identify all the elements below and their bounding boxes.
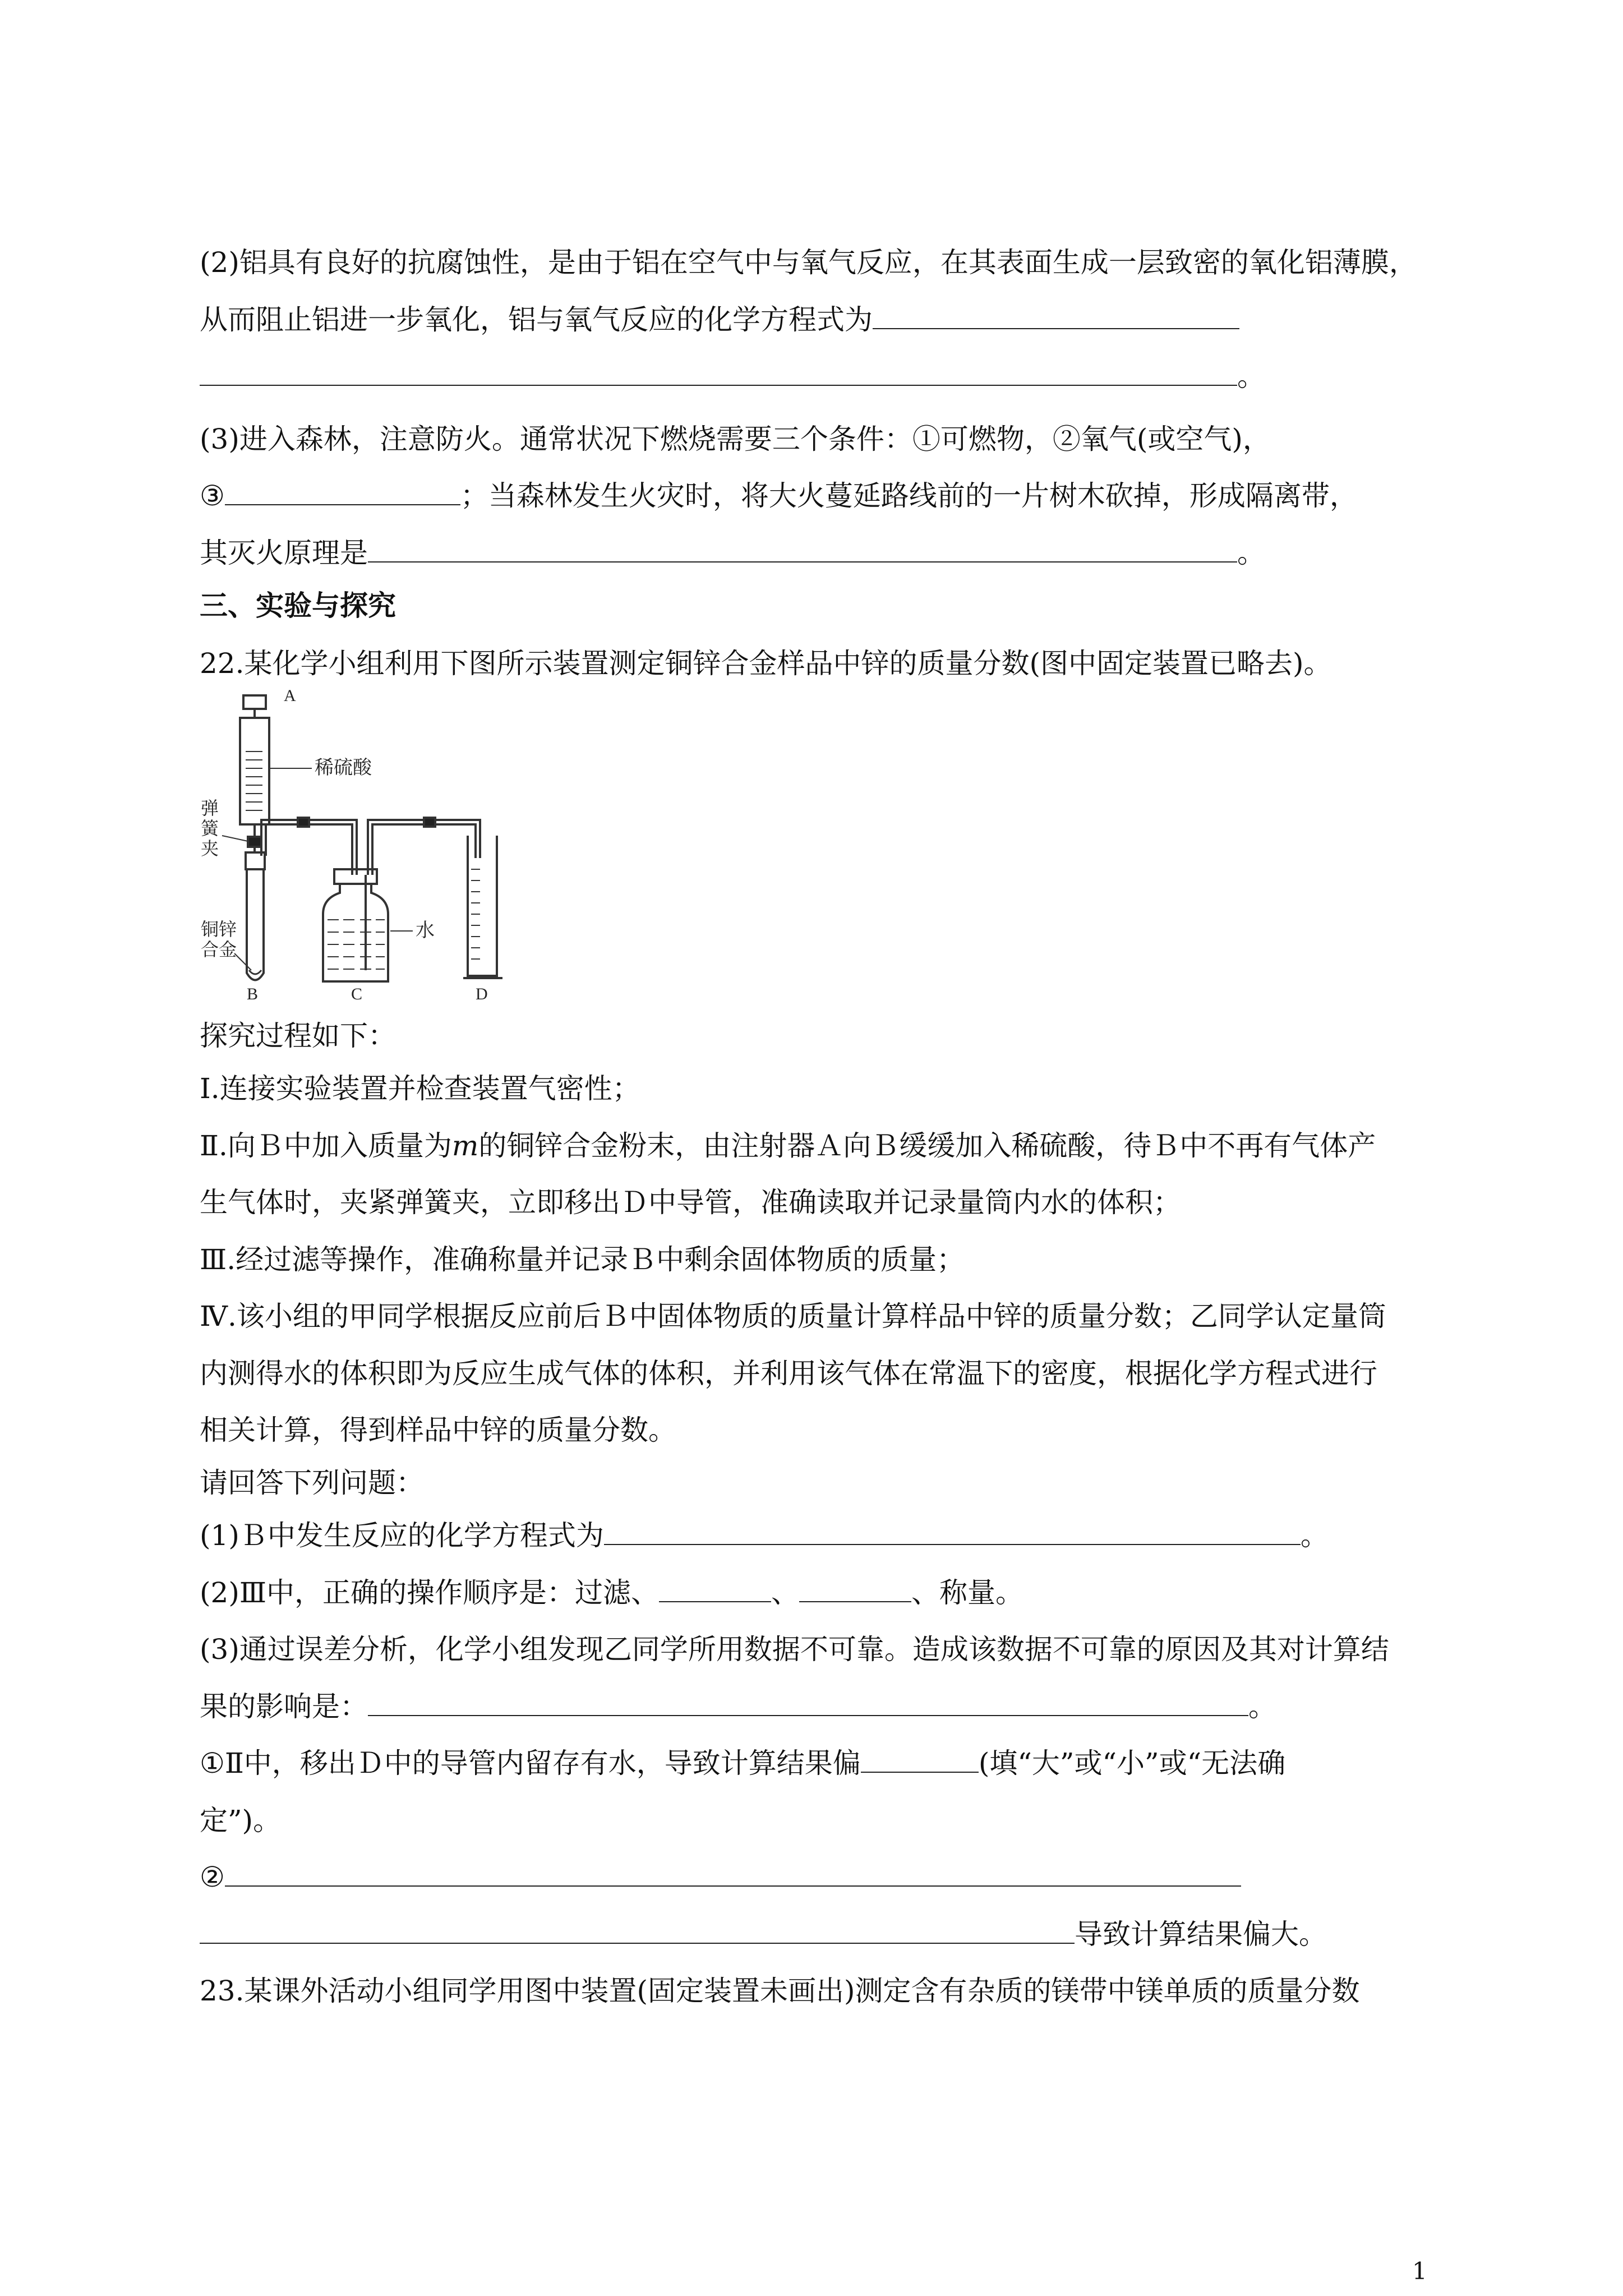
- question-3-line1: (3)通过误差分析，化学小组发现乙同学所用数据不可靠。造成该数据不可靠的原因及其对计算结: [200, 1633, 1389, 1666]
- section-heading: 三、实验与探究: [200, 589, 396, 622]
- step-1: Ⅰ.连接实验装置并检查装置气密性；: [200, 1072, 640, 1105]
- step-4-line3: 相关计算，得到样品中锌的质量分数。: [200, 1414, 676, 1446]
- label-acid: 稀硫酸: [315, 758, 372, 778]
- sub-2-line2: [200, 1915, 1327, 1954]
- cylinder-marks: [471, 869, 480, 959]
- period: 。: [1248, 1690, 1276, 1723]
- answer-blank[interactable]: [225, 480, 460, 505]
- question-1-text: (1)Ｂ中发生反应的化学方程式为: [200, 1519, 604, 1552]
- step-2-line1: [200, 1126, 1376, 1165]
- test-tube-b: [247, 869, 264, 980]
- question-3-line2: [200, 1687, 1276, 1726]
- water-dashes: [328, 920, 385, 969]
- period: 。: [1300, 1519, 1329, 1552]
- page-number: 1: [1412, 2257, 1427, 2285]
- answer-blank[interactable]: [604, 1519, 1301, 1545]
- question-3-text: 果的影响是：: [200, 1690, 368, 1723]
- step-2-text: 的铜锌合金粉末，由注射器Ａ向Ｂ缓缓加入稀硫酸，待Ｂ中不再有气体产: [478, 1129, 1376, 1162]
- label-alloy: 铜锌: [201, 919, 237, 939]
- question-2-text: (2)Ⅲ中，正确的操作顺序是：过滤、: [200, 1576, 660, 1609]
- sub-2-text: 导致计算结果偏大。: [1075, 1918, 1327, 1951]
- apparatus-diagram: [200, 690, 547, 1004]
- syringe-barrel: [240, 718, 269, 824]
- sub-2-line1: [200, 1857, 1241, 1897]
- q21-part2-line3: [200, 357, 1265, 396]
- q21-part3-text: 其灭火原理是: [200, 537, 368, 569]
- circle-3: ③: [200, 480, 225, 512]
- answer-blank[interactable]: [225, 1861, 1241, 1887]
- spring-clip: [248, 837, 261, 847]
- answer-blank[interactable]: [200, 360, 1237, 386]
- label-b: B: [247, 985, 259, 1003]
- step-3: Ⅲ.经过滤等操作，准确称量并记录Ｂ中剩余固体物质的质量；: [200, 1243, 965, 1276]
- label-d: D: [476, 985, 488, 1003]
- label-water: 水: [416, 920, 435, 941]
- syringe-plunger: [243, 695, 266, 709]
- label-c: C: [351, 985, 363, 1003]
- question-2: [200, 1573, 1023, 1612]
- sub-1-line2: 定”)。: [200, 1804, 282, 1837]
- acid-dashes: [246, 751, 262, 810]
- label-a: A: [284, 690, 296, 705]
- process-title: 探究过程如下：: [200, 1020, 396, 1052]
- q21-part3-line1: (3)进入森林，注意防火。通常状况下燃烧需要三个条件：①可燃物，②氧气(或空气)，: [200, 423, 1271, 455]
- label-clip: 弹: [201, 798, 219, 818]
- q21-part2-line2: [200, 300, 1239, 339]
- q23-intro: 23.某课外活动小组同学用图中装置(固定装置未画出)测定含有杂质的镁带中镁单质的质量分数: [200, 1975, 1360, 2007]
- q21-part3-line2: [200, 476, 1358, 515]
- answer-blank[interactable]: [659, 1576, 771, 1602]
- circle-2: ②: [200, 1861, 225, 1893]
- separator: 、: [771, 1576, 800, 1609]
- label-clip: 夹: [201, 838, 219, 859]
- step-2-text: Ⅱ.向Ｂ中加入质量为: [200, 1129, 452, 1162]
- q22-intro: 22.某化学小组利用下图所示装置测定铜锌合金样品中锌的质量分数(图中固定装置已略去)。: [200, 647, 1332, 680]
- period: 。: [1237, 360, 1265, 393]
- step-2-line2: 生气体时，夹紧弹簧夹，立即移出Ｄ中导管，准确读取并记录量筒内水的体积；: [200, 1186, 1181, 1219]
- answer-blank[interactable]: [200, 1918, 1075, 1944]
- q21-part2-text: 从而阻止铝进一步氧化，铝与氧气反应的化学方程式为: [200, 303, 873, 336]
- question-2-text: 、称量。: [911, 1576, 1024, 1609]
- question-1: [200, 1516, 1329, 1555]
- answer-blank[interactable]: [873, 303, 1239, 329]
- graduated-cylinder-d: [468, 836, 497, 976]
- answer-blank[interactable]: [368, 1690, 1248, 1716]
- period: 。: [1237, 537, 1265, 569]
- label-alloy: 合金: [201, 939, 237, 960]
- sub-1-text: ①Ⅱ中，移出Ｄ中的导管内留存有水，导致计算结果偏: [200, 1747, 861, 1779]
- ask-line: 请回答下列问题：: [200, 1467, 424, 1499]
- answer-blank[interactable]: [861, 1747, 979, 1773]
- q21-part3-line3: [200, 533, 1265, 573]
- answer-blank[interactable]: [368, 537, 1237, 563]
- q21-part3-text: ；当森林发生火灾时，将大火蔓延路线前的一片树木砍掉，形成隔离带，: [460, 480, 1358, 512]
- answer-blank[interactable]: [799, 1576, 911, 1602]
- label-clip: 簧: [201, 818, 219, 838]
- sub-1-text: (填“大”或“小”或“无法确: [978, 1747, 1286, 1779]
- sub-1-line1: [200, 1744, 1285, 1783]
- step-4-line2: 内测得水的体积即为反应生成气体的体积，并利用该气体在常温下的密度，根据化学方程式进行: [200, 1357, 1377, 1390]
- step-4-line1: Ⅳ.该小组的甲同学根据反应前后Ｂ中固体物质的质量计算样品中锌的质量分数；乙同学认定量筒: [200, 1300, 1386, 1333]
- mass-variable: m: [451, 1129, 479, 1162]
- q21-part2-line1: (2)铝具有良好的抗腐蚀性，是由于铝在空气中与氧气反应，在其表面生成一层致密的氧化铝薄膜，: [200, 246, 1417, 279]
